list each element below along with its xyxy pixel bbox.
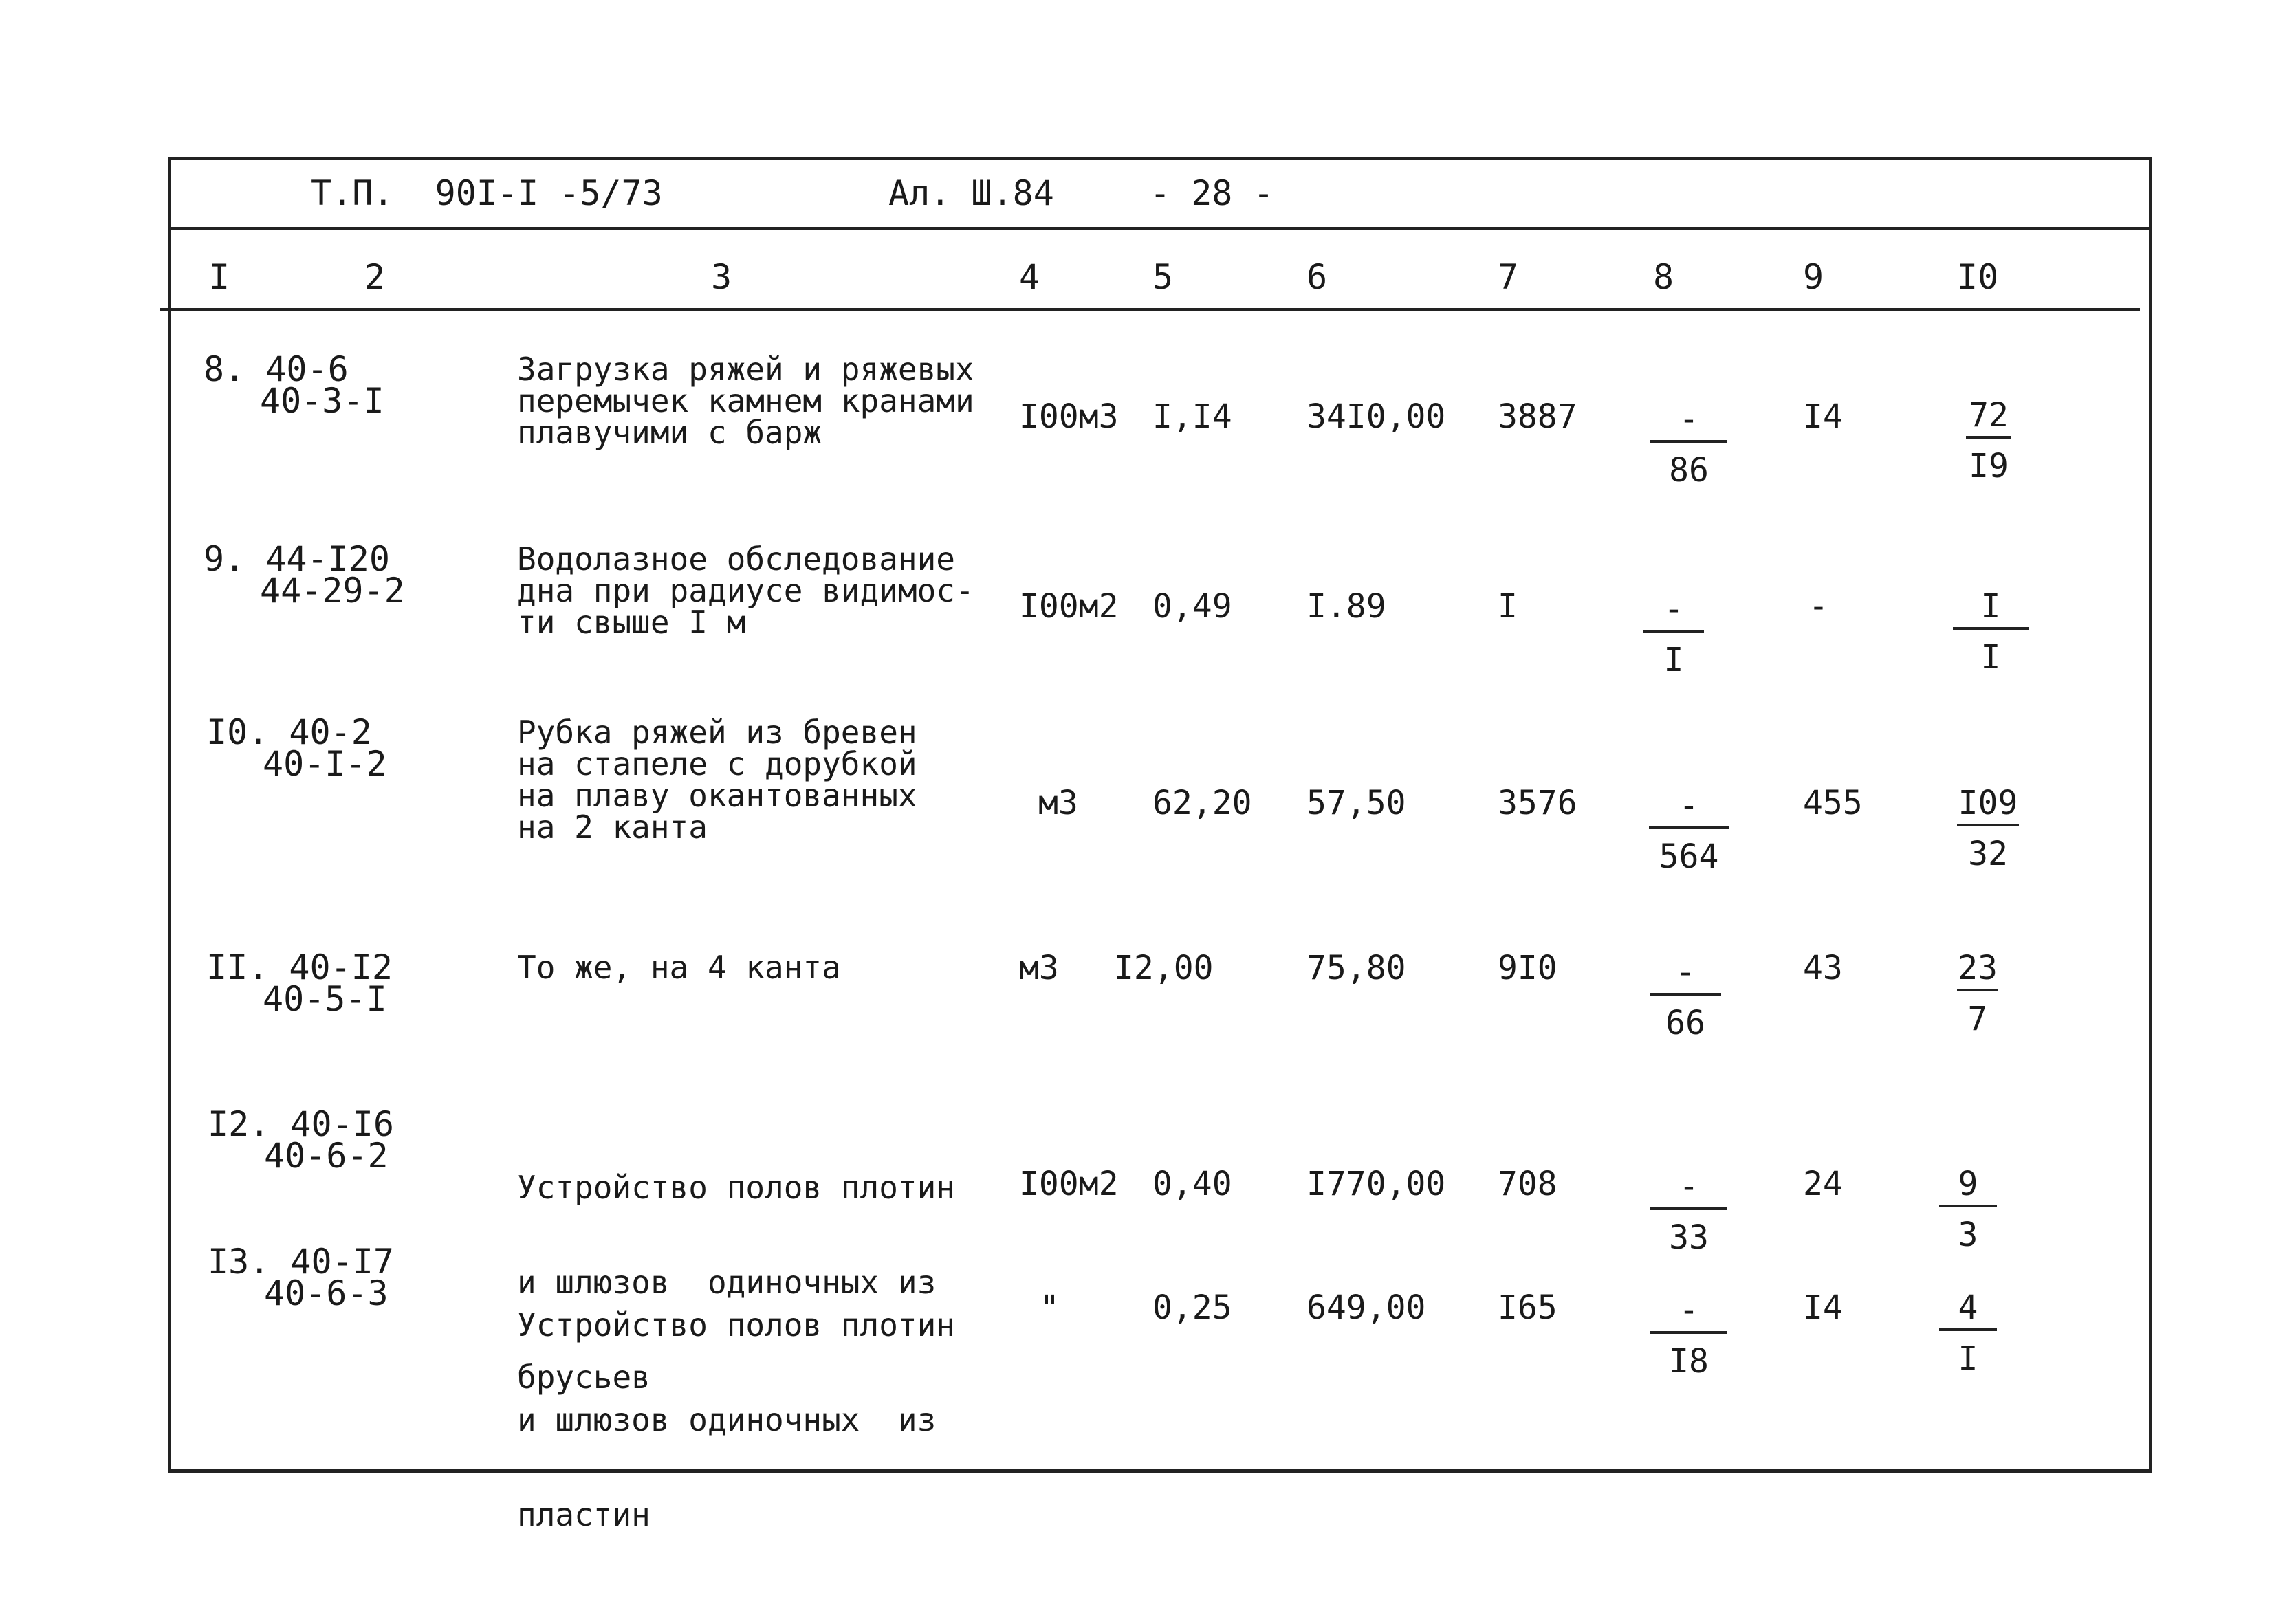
- row-11-quantity: I2,00: [1114, 949, 1214, 987]
- row-9-col8-fraction: - I: [1639, 593, 1708, 677]
- col-header-1: I: [209, 257, 230, 297]
- norm-code: 40-I6: [290, 1104, 394, 1144]
- row-8-col8-fraction: - 86: [1648, 403, 1730, 487]
- row-9-number-codes: [204, 539, 405, 611]
- col-header-5: 5: [1152, 257, 1174, 297]
- row-13-number-codes: [208, 1242, 394, 1313]
- row-10-quantity: 62,20: [1152, 784, 1252, 822]
- row-9-unit: I00м2: [1019, 587, 1119, 626]
- column-header-divider: [160, 308, 2140, 311]
- row-10-number-codes: [206, 712, 387, 784]
- row-11-col8-fraction: - 66: [1648, 956, 1723, 1040]
- row-8-col9: I4: [1803, 397, 1843, 436]
- row-8-total: 3887: [1498, 397, 1577, 436]
- row-number: I3.: [208, 1242, 270, 1282]
- row-13-total: I65: [1498, 1288, 1557, 1327]
- norm-code: 40-2: [289, 712, 372, 752]
- col-header-10: I0: [1957, 257, 1999, 297]
- row-10-unit: м3: [1038, 784, 1078, 822]
- row-number: 8.: [204, 349, 245, 389]
- row-9-total: I: [1498, 587, 1518, 626]
- row-8-number-codes: [204, 349, 384, 421]
- row-9-unit-price: I.89: [1307, 587, 1386, 626]
- project-code: Т.П. 90I-I -5/73: [311, 173, 663, 213]
- row-13-col9: I4: [1803, 1288, 1843, 1327]
- row-13-description: Устройство полов плотин и шлюзов одиночных из пластин: [517, 1306, 955, 1533]
- row-12-unit-price: I770,00: [1307, 1165, 1446, 1203]
- row-number: 9.: [204, 539, 245, 579]
- row-12-col10-fraction: 9 3: [1936, 1167, 2000, 1251]
- row-12-unit: I00м2: [1019, 1165, 1119, 1203]
- row-8-unit-price: 34I0,00: [1307, 397, 1446, 436]
- row-8-unit: I00м3: [1019, 397, 1119, 436]
- col-header-6: 6: [1307, 257, 1328, 297]
- norm-code: 44-I20: [265, 539, 390, 579]
- col-header-4: 4: [1019, 257, 1040, 297]
- row-11-total: 9I0: [1498, 949, 1557, 987]
- row-12-description: Устройство полов плотин и шлюзов одиночных из брусьев: [517, 1169, 955, 1396]
- price-code: 40-3-I: [260, 381, 384, 421]
- col-header-8: 8: [1653, 257, 1674, 297]
- row-10-col9: 455: [1803, 784, 1863, 822]
- row-9-col9: -: [1808, 587, 1828, 626]
- col-header-7: 7: [1498, 257, 1519, 297]
- row-10-unit-price: 57,50: [1307, 784, 1406, 822]
- price-code: 40-6-3: [264, 1273, 389, 1313]
- row-11-number-codes: [206, 947, 393, 1019]
- price-code: 44-29-2: [260, 571, 405, 611]
- row-9-description: Водолазное обследование дна при радиусе видимос- ти свыше I м: [517, 540, 974, 641]
- row-12-col8-fraction: - 33: [1648, 1170, 1730, 1254]
- row-8-description: Загрузка ряжей и ряжевых перемычек камнем кранами плавучими с барж: [517, 351, 974, 451]
- row-10-col10-fraction: I09 32: [1958, 784, 2018, 873]
- row-9-col10-fraction: I I: [1953, 590, 2029, 674]
- row-11-description: То же, на 4 канта: [517, 949, 841, 986]
- row-12-quantity: 0,40: [1152, 1165, 1232, 1203]
- row-11-col10-fraction: 23 7: [1958, 949, 1998, 1038]
- price-code: 40-5-I: [263, 979, 387, 1019]
- row-12-total: 708: [1498, 1165, 1557, 1203]
- col-header-2: 2: [364, 257, 386, 297]
- row-13-col8-fraction: - I8: [1648, 1294, 1730, 1378]
- row-12-number-codes: [208, 1104, 394, 1176]
- col-header-9: 9: [1803, 257, 1824, 297]
- norm-code: 40-I2: [289, 947, 393, 987]
- row-8-col10-fraction: 72 I9: [1956, 399, 2022, 483]
- row-13-unit-price: 649,00: [1307, 1288, 1426, 1327]
- row-13-col10-fraction: 4 I: [1936, 1291, 2000, 1375]
- norm-code: 40-6: [265, 349, 349, 389]
- row-number: I2.: [208, 1104, 270, 1144]
- row-10-col8-fraction: - 564: [1648, 789, 1730, 873]
- col-header-3: 3: [711, 257, 732, 297]
- price-code: 40-6-2: [264, 1136, 389, 1176]
- row-13-quantity: 0,25: [1152, 1288, 1232, 1327]
- price-code: 40-I-2: [263, 744, 387, 784]
- row-11-unit-price: 75,80: [1307, 949, 1406, 987]
- row-10-description: Рубка ряжей из бревен на стапеле с дорубкой на плаву окантованных на 2 канта: [517, 714, 917, 846]
- row-10-total: 3576: [1498, 784, 1577, 822]
- row-11-col9: 43: [1803, 949, 1843, 987]
- page-number: - 28 -: [1150, 173, 1274, 213]
- row-number: II.: [206, 947, 269, 987]
- row-11-unit: м3: [1019, 949, 1059, 987]
- row-13-unit: ": [1040, 1288, 1060, 1327]
- row-12-col9: 24: [1803, 1165, 1843, 1203]
- header-divider: [171, 227, 2151, 230]
- row-8-quantity: I,I4: [1152, 397, 1232, 436]
- norm-code: 40-I7: [290, 1242, 394, 1282]
- sheet-code: Ал. Ш.84: [888, 173, 1054, 213]
- row-9-quantity: 0,49: [1152, 587, 1232, 626]
- row-number: I0.: [206, 712, 269, 752]
